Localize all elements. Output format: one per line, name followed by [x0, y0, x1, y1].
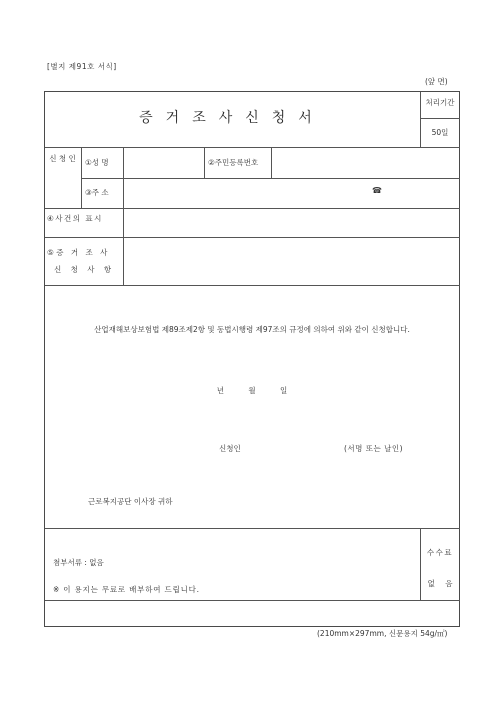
- attachments-note: 첨부서류 : 없음: [53, 558, 104, 567]
- processing-period-label: 처리기간: [425, 98, 455, 107]
- free-distribution-notice: ※ 이 용지는 무료로 배부하여 드립니다.: [53, 585, 200, 594]
- paper-spec: (210mm×297mm, 신문용지 54g/㎡): [317, 629, 448, 638]
- recipient: 근로복지공단 이사장 귀하: [88, 497, 173, 506]
- name-label: ①성 명: [85, 158, 109, 167]
- address-field[interactable]: [124, 178, 364, 207]
- phone-icon: ☎: [372, 186, 382, 195]
- evidence-request-label-line2: 신 청 사 항: [54, 265, 115, 274]
- resident-number-label: ②주민등록번호: [208, 158, 259, 167]
- case-display-field[interactable]: [124, 208, 459, 236]
- applicant-section-label: 신 청 인: [49, 154, 76, 163]
- application-statement: 산업재해보상보험법 제89조제2항 및 동법시행령 제97조의 규정에 의하여 위와 같이 신청합니다.: [94, 325, 410, 334]
- resident-number-field[interactable]: [271, 147, 459, 177]
- page-side-label: (앞 면): [425, 77, 448, 86]
- evidence-request-label-line1: ⑤증 거 조 사: [47, 248, 110, 257]
- signature-note: (서명 또는 날인): [344, 444, 404, 453]
- form-number: [별지 제91호 서식]: [47, 62, 117, 71]
- case-display-label: ④사건의 표시: [47, 214, 103, 223]
- fee-value: 없 음: [427, 579, 453, 588]
- form-title: 증거조사신청서: [139, 110, 325, 126]
- fee-label: 수수료: [426, 548, 454, 557]
- applicant-signature-label: 신청인: [219, 444, 241, 453]
- name-field[interactable]: [124, 147, 203, 177]
- evidence-request-field[interactable]: [124, 237, 459, 284]
- address-label: ③주 소: [85, 188, 109, 197]
- processing-period-value: 50일: [431, 128, 449, 137]
- date-line: 년 월 일: [216, 386, 288, 395]
